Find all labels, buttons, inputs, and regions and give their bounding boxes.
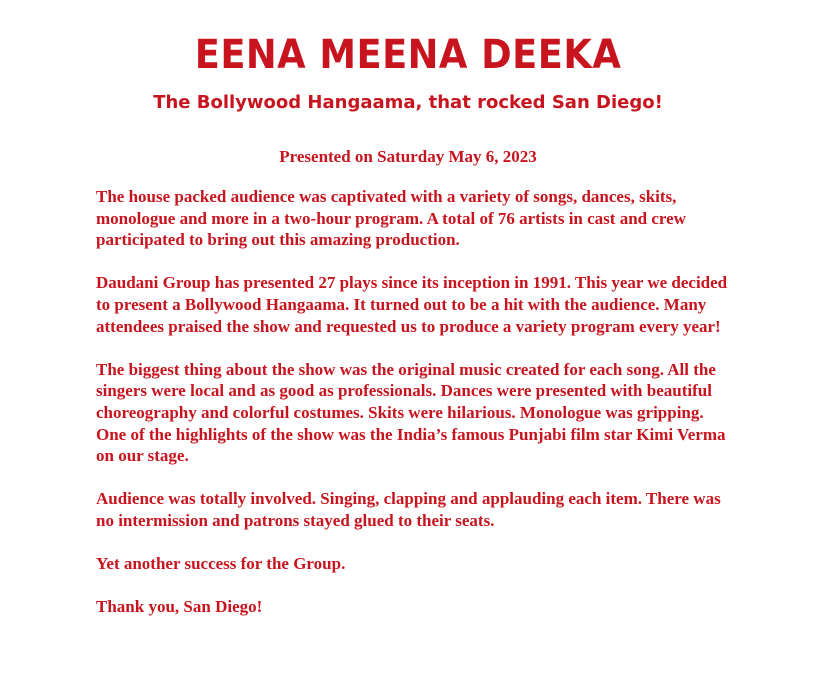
- paragraph-intro: The house packed audience was captivated with a variety of songs, dances, skits, monologue and more in a two-hour program. A total of 76 artists in cast and crew participated to bring out this amazing production.: [96, 187, 686, 250]
- document-title: EENA MEENA DEEKA: [194, 32, 622, 78]
- paragraph-history: Daudani Group has presented 27 plays since its inception in 1991. This year we decided to present a Bollywood Hangaama. It turned out to be a hit with the audience. Many attendees praised the show and requested us to produce a variety program every year!: [96, 273, 728, 336]
- paragraph-audience: Audience was totally involved. Singing, clapping and applauding each item. There was no intermission and patrons stayed glued to their seats.: [96, 489, 721, 530]
- paragraph-success: Yet another success for the Group.: [96, 554, 346, 574]
- paragraph-highlights: The biggest thing about the show was the original music created for each song. All the singers were local and as good as professionals. Dances were presented with beautiful choreography and colorful costumes. Skits were hilarious. Monologue was gripping. One of the highlights of the show was the India’s famous Punjabi film star Kimi Verma on our stage.: [96, 359, 726, 466]
- paragraph-thanks: Thank you, San Diego!: [96, 597, 263, 617]
- article-body: [96, 186, 736, 639]
- presented-date: Presented on Saturday May 6, 2023: [279, 147, 537, 166]
- document-subtitle: The Bollywood Hangaama, that rocked San Diego!: [153, 92, 663, 113]
